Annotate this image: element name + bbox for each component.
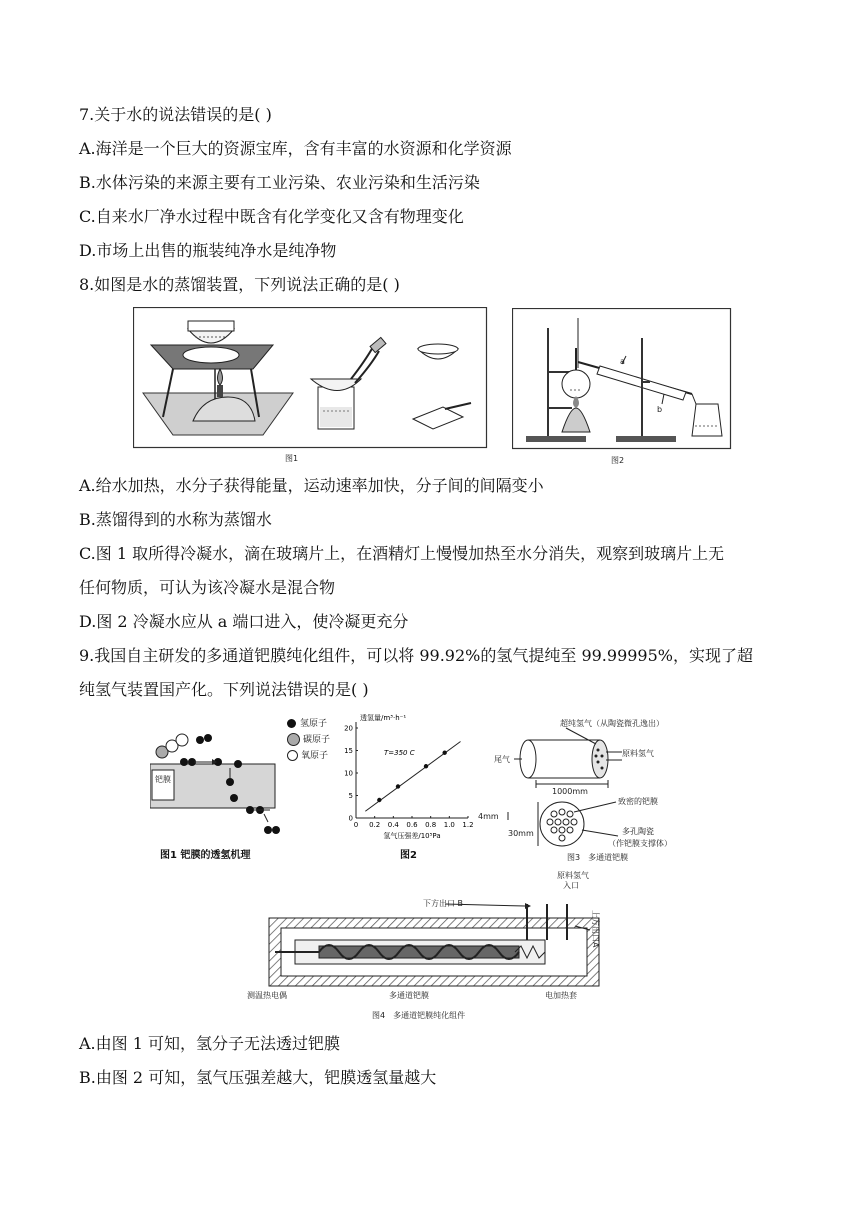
data-point bbox=[442, 751, 446, 755]
q9-option-a: A.由图 1 可知，氢分子无法透过钯膜 bbox=[79, 1034, 340, 1053]
q9-fig3-tail-label: 尾气 bbox=[494, 755, 510, 764]
q8-stem: 8.如图是水的蒸馏装置，下列说法正确的是( ) bbox=[79, 275, 400, 294]
x-tick-label: 0.4 bbox=[387, 821, 399, 829]
hydrogen-atom-icon bbox=[287, 719, 296, 728]
y-axis-label: 透氢量/m³·h⁻¹ bbox=[360, 714, 407, 722]
q8-figure-1 bbox=[133, 307, 488, 449]
q9-fig1-membrane-label: 钯膜 bbox=[155, 775, 171, 784]
x-tick-label: 0 bbox=[353, 821, 359, 829]
y-tick-label: 15 bbox=[344, 747, 353, 755]
x-axis-label: 氢气压强差/10⁵Pa bbox=[383, 832, 441, 840]
q9-stem-line1: 9.我国自主研发的多通道钯膜纯化组件，可以将 99.92%的氢气提纯至 99.99995%，实现了超 bbox=[79, 646, 753, 665]
q9-fig4-outlet-b-label: 下方出口 B bbox=[423, 899, 464, 908]
q9-figure-3 bbox=[478, 712, 728, 850]
q8-figure-2 bbox=[512, 308, 732, 450]
y-tick-label: 20 bbox=[344, 724, 353, 733]
q9-fig4-outlet-a-label: 上方出口A bbox=[591, 910, 600, 948]
q9-fig3-caption: 图3 多通道钯膜 bbox=[567, 853, 629, 862]
q9-fig4-inlet2-label: 入口 bbox=[563, 881, 579, 890]
q9-figure-2-chart bbox=[330, 712, 480, 842]
q9-option-b: B.由图 2 可知，氢气压强差越大，钯膜透氢量越大 bbox=[79, 1068, 437, 1087]
y-tick-label: 10 bbox=[344, 769, 353, 778]
q9-fig1-caption: 图1 钯膜的透氢机理 bbox=[160, 850, 251, 861]
q8-option-d: D.图 2 冷凝水应从 a 端口进入，使冷凝更充分 bbox=[79, 612, 409, 631]
q9-fig3-dense-label: 致密的钯膜 bbox=[618, 797, 658, 806]
x-tick-label: 1.2 bbox=[462, 821, 474, 829]
q9-fig3-length-label: 1000mm bbox=[552, 787, 588, 796]
x-tick-label: 0.6 bbox=[406, 821, 418, 829]
q7-option-b: B.水体污染的来源主要有工业污染、农业污染和生活污染 bbox=[79, 173, 480, 192]
y-tick-label: 0 bbox=[348, 814, 353, 823]
q8-option-c-line2: 任何物质，可认为该冷凝水是混合物 bbox=[79, 578, 336, 597]
x-tick-label: 1.0 bbox=[443, 821, 455, 829]
oxygen-atom-icon bbox=[287, 750, 298, 761]
legend-hydrogen-label: 氢原子 bbox=[300, 719, 328, 729]
legend-carbon-label: 碳原子 bbox=[303, 735, 331, 745]
q9-fig3-support-label: （作钯膜支撑体） bbox=[608, 839, 672, 848]
q9-fig4-thermo-label: 测温热电偶 bbox=[247, 991, 287, 1000]
q9-fig3-porous-label: 多孔陶瓷 bbox=[622, 827, 654, 836]
legend-carbon bbox=[287, 732, 330, 748]
y-tick-label: 5 bbox=[348, 792, 353, 800]
q9-fig3-ultrapure-label: 超纯氢气（从陶瓷微孔逸出） bbox=[560, 719, 664, 728]
q8-fig2-caption: 图2 bbox=[611, 456, 625, 465]
q9-fig4-caption: 图4 多通道钯膜纯化组件 bbox=[372, 1011, 466, 1020]
q8-fig2-label-b: b bbox=[657, 405, 663, 414]
q8-option-c-line1: C.图 1 取所得冷凝水，滴在玻璃片上，在酒精灯上慢慢加热至水分消失，观察到玻璃片上无 bbox=[79, 544, 725, 563]
x-tick-label: 0.2 bbox=[369, 821, 381, 829]
q8-option-b: B.蒸馏得到的水称为蒸馏水 bbox=[79, 510, 272, 529]
legend-hydrogen bbox=[287, 716, 330, 732]
carbon-atom-icon bbox=[287, 733, 300, 746]
q9-fig1-legend bbox=[287, 716, 330, 764]
q9-figure-4 bbox=[245, 866, 625, 1002]
q7-option-c: C.自来水厂净水过程中既含有化学变化又含有物理变化 bbox=[79, 207, 464, 226]
q7-stem: 7.关于水的说法错误的是( ) bbox=[79, 105, 272, 124]
q7-option-a: A.海洋是一个巨大的资源宝库，含有丰富的水资源和化学资源 bbox=[79, 139, 512, 158]
q9-fig3-30mm-label: 30mm bbox=[508, 829, 534, 838]
q8-option-a: A.给水加热，水分子获得能量，运动速率加快，分子间的间隔变小 bbox=[79, 476, 544, 495]
q9-fig4-membrane-label: 多通道钯膜 bbox=[389, 991, 429, 1000]
data-point bbox=[424, 764, 428, 768]
q9-fig4-heater-label: 电加热套 bbox=[545, 991, 577, 1000]
chart-annotation: T=350 C bbox=[384, 749, 415, 757]
q9-stem-line2: 纯氢气装置国产化。下列说法错误的是( ) bbox=[79, 680, 369, 699]
q9-fig2-caption: 图2 bbox=[400, 850, 417, 861]
q9-fig3-raw-label: 原料氢气 bbox=[622, 749, 654, 758]
legend-oxygen-label: 氧原子 bbox=[301, 751, 329, 761]
q9-fig4-inlet-label: 原料氢气 bbox=[557, 871, 589, 880]
x-tick-label: 0.8 bbox=[425, 821, 437, 829]
q7-option-d: D.市场上出售的瓶装纯净水是纯净物 bbox=[79, 241, 337, 260]
q8-fig2-label-a: a bbox=[620, 357, 625, 366]
legend-oxygen bbox=[287, 748, 330, 764]
data-point bbox=[377, 798, 381, 802]
q9-fig3-4mm-label: 4mm bbox=[478, 812, 499, 821]
data-point bbox=[396, 784, 400, 788]
q8-fig1-caption: 图1 bbox=[285, 454, 299, 463]
